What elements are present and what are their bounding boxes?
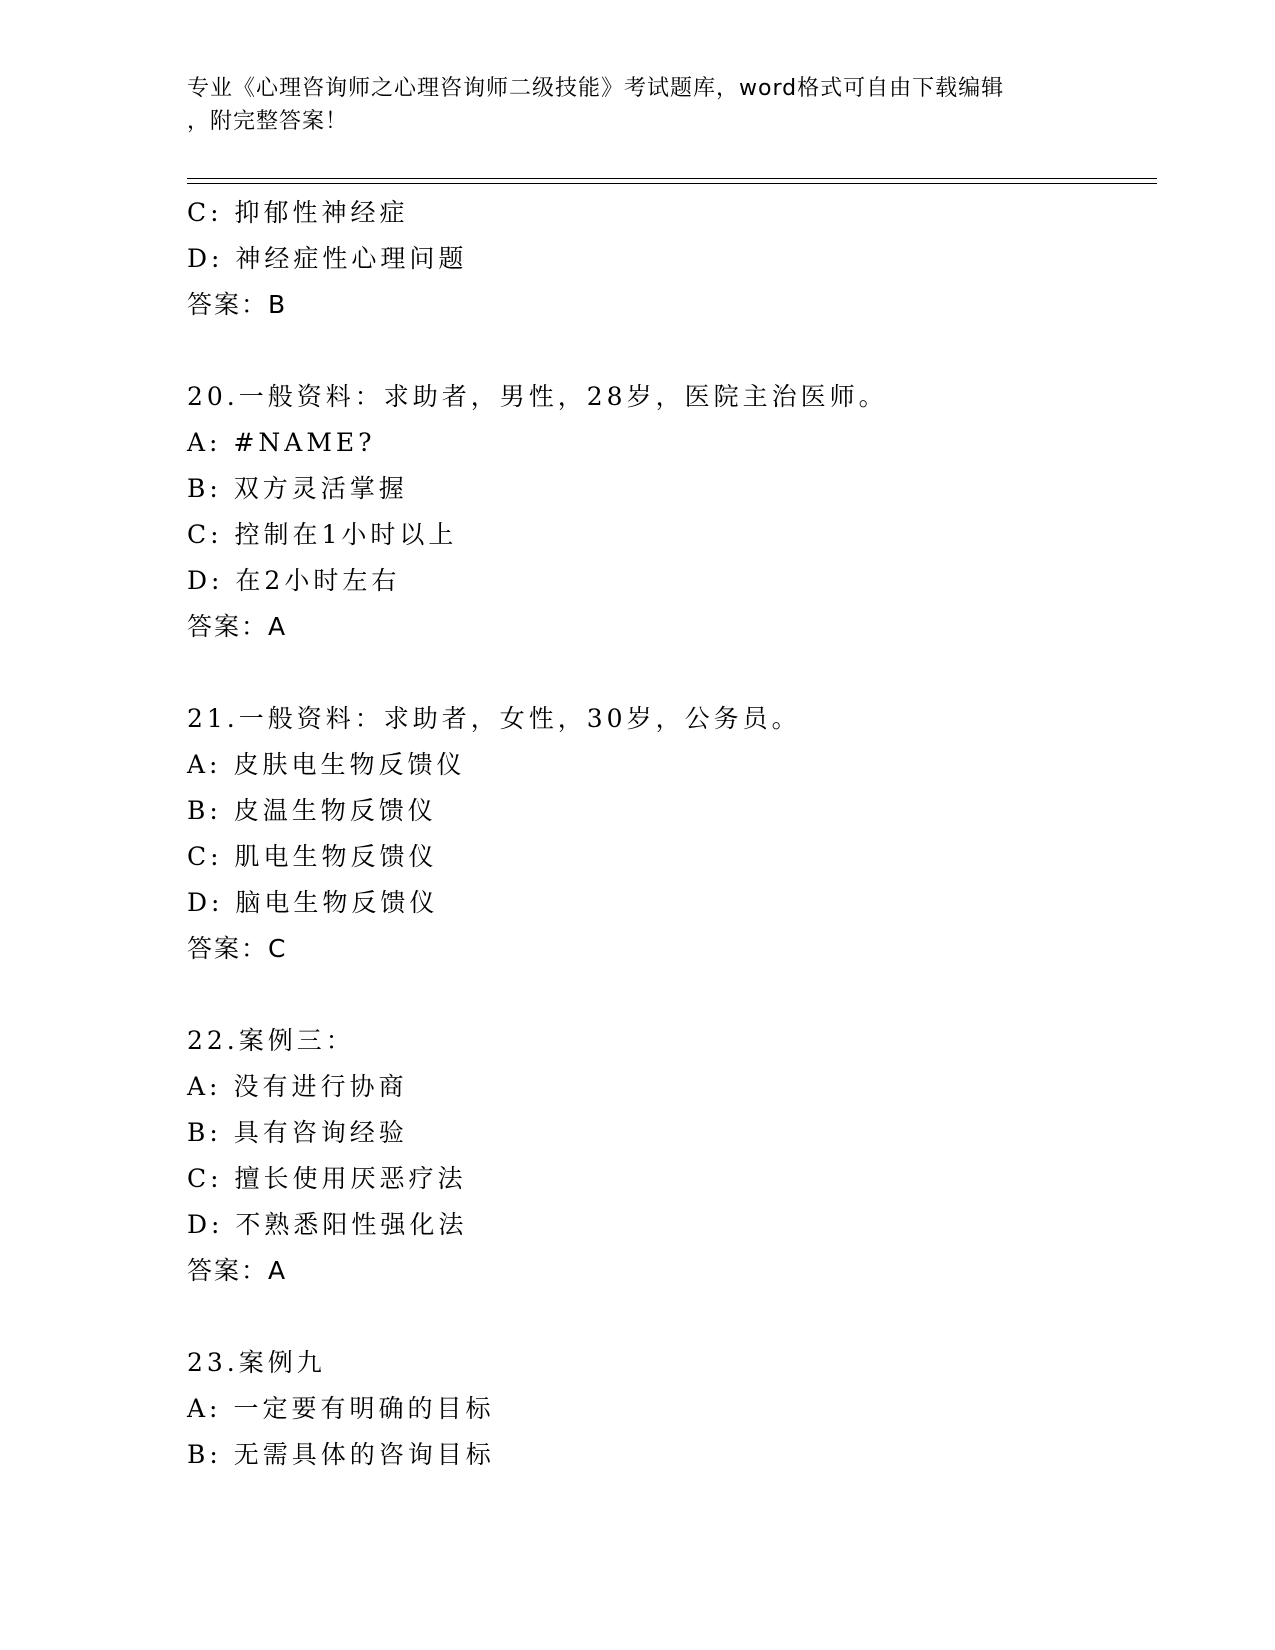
option-key: A: [187, 1394, 222, 1423]
option-text: 肌电生物反馈仪 [234, 842, 438, 871]
question-23 [187, 1340, 1157, 1478]
question-stem: 23.案例九 [187, 1348, 326, 1377]
option-c [187, 512, 1157, 558]
option-key: A: [187, 1072, 222, 1101]
option-b [187, 1110, 1157, 1156]
option-text: 皮肤电生物反馈仪 [233, 750, 466, 779]
document-header [187, 72, 1067, 138]
option-text: 具有咨询经验 [233, 1118, 408, 1147]
option-key: D: [187, 566, 224, 595]
option-a [187, 742, 1157, 788]
option-text: 一定要有明确的目标 [233, 1394, 495, 1423]
option-key: A: [187, 750, 222, 779]
option-b [187, 466, 1157, 512]
question-22 [187, 1018, 1157, 1294]
question-list [187, 190, 1157, 1478]
option-a [187, 1064, 1157, 1110]
option-key: B: [187, 1440, 222, 1469]
option-text: 不熟悉阳性强化法 [235, 1210, 468, 1239]
answer: 答案：A [187, 1256, 288, 1285]
option-text: 控制在1小时以上 [234, 520, 458, 549]
header-divider-bottom [187, 183, 1157, 184]
option-key: B: [187, 474, 222, 503]
option-text: 在2小时左右 [235, 566, 401, 595]
option-b [187, 788, 1157, 834]
option-d [187, 880, 1157, 926]
question-20 [187, 374, 1157, 650]
question-stem: 20.一般资料：求助者，男性，28岁，医院主治医师。 [187, 382, 888, 411]
option-text: 抑郁性神经症 [234, 198, 409, 227]
option-c [187, 1156, 1157, 1202]
option-text: 双方灵活掌握 [233, 474, 408, 503]
option-d [187, 1202, 1157, 1248]
option-key: D: [187, 888, 224, 917]
option-key: D: [187, 1210, 224, 1239]
option-a [187, 1386, 1157, 1432]
answer: 答案：A [187, 612, 288, 641]
option-c [187, 834, 1157, 880]
option-key: C: [187, 842, 223, 871]
header-line-1: 专业《心理咨询师之心理咨询师二级技能》考试题库，word格式可自由下载编辑 [187, 76, 1005, 101]
option-text: 脑电生物反馈仪 [235, 888, 439, 917]
option-a [187, 420, 1157, 466]
answer: 答案：B [187, 290, 288, 319]
question-stem: 22.案例三： [187, 1026, 355, 1055]
option-text: 皮温生物反馈仪 [233, 796, 437, 825]
question-19-partial [187, 190, 1157, 328]
option-key: A: [187, 428, 222, 457]
option-d [187, 558, 1157, 604]
option-key: C: [187, 1164, 223, 1193]
option-key: C: [187, 520, 223, 549]
option-text: 没有进行协商 [233, 1072, 408, 1101]
option-d [187, 236, 1157, 282]
option-key: D: [187, 244, 224, 273]
option-text: 神经症性心理问题 [235, 244, 468, 273]
answer: 答案：C [187, 934, 288, 963]
option-key: C: [187, 198, 223, 227]
option-text: #NAME? [233, 428, 376, 457]
header-divider-top [187, 178, 1157, 179]
option-key: B: [187, 796, 222, 825]
question-21 [187, 696, 1157, 972]
option-c [187, 190, 1157, 236]
option-b [187, 1432, 1157, 1478]
header-line-2: ，附完整答案！ [187, 109, 349, 134]
option-text: 擅长使用厌恶疗法 [234, 1164, 467, 1193]
question-stem: 21.一般资料：求助者，女性，30岁，公务员。 [187, 704, 801, 733]
option-key: B: [187, 1118, 222, 1147]
option-text: 无需具体的咨询目标 [233, 1440, 495, 1469]
